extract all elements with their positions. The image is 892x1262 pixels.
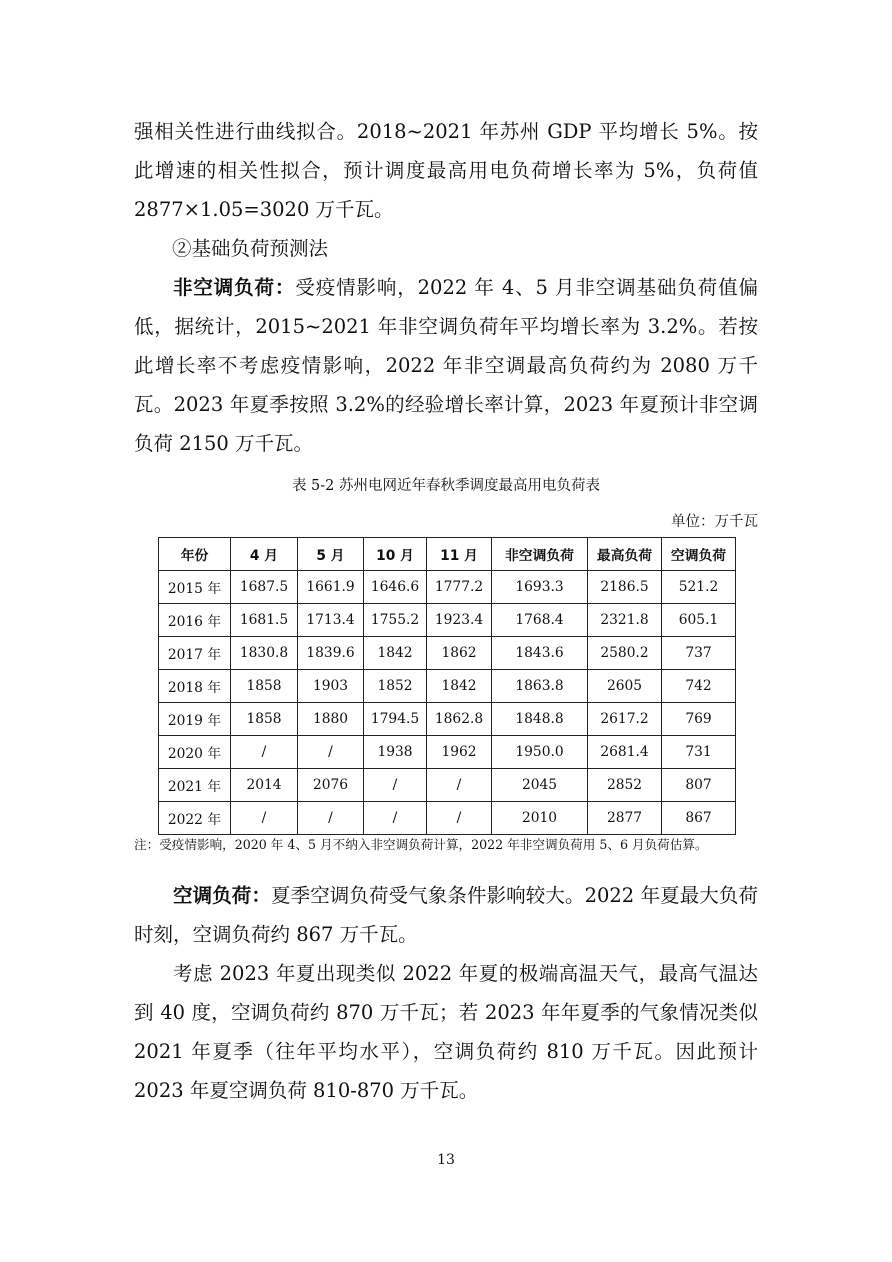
table-header-row [159, 538, 736, 571]
table-cell: 2186.5 [588, 571, 662, 604]
table-cell: / [231, 736, 298, 769]
table-cell: 605.1 [662, 604, 736, 637]
table-cell: / [231, 802, 298, 835]
paragraph-ac-forecast: 考虑 2023 年夏出现类似 2022 年夏的极端高温天气，最高气温达到 40 度，空调负荷约 870 万千瓦；若 2023 年年夏季的气象情况类似 2021 年夏季（往年平均水平），空调负荷约 810 万千瓦。因此预计 2023 年夏空调负荷 810-870 万千瓦。 [134, 962, 758, 1102]
table-cell: 1923.4 [427, 604, 492, 637]
table-cell: 1839.6 [298, 637, 364, 670]
table-header-cell: 空调负荷 [662, 538, 736, 571]
table-cell: 1830.8 [231, 637, 298, 670]
table-cell: 1661.9 [298, 571, 364, 604]
table-cell: 1852 [364, 670, 427, 703]
table-cell: 1794.5 [364, 703, 427, 736]
table-row [159, 637, 736, 670]
table-row [159, 703, 736, 736]
non-ac-load-body: 受疫情影响，2022 年 4、5 月非空调基础负荷值偏低，据统计，2015~2021 年非空调负荷年平均增长率为 3.2%。若按此增长率不考虑疫情影响，2022 年非空调最高负荷约为 2080 万千瓦。2023 年夏季按照 3.2%的经验增长率计算，2023 年夏预计非空调负荷 2150 万千瓦。 [134, 276, 758, 455]
table-cell: 1842 [427, 670, 492, 703]
table-cell: 2022 年 [159, 802, 231, 835]
table-cell: 1938 [364, 736, 427, 769]
table-cell: 2015 年 [159, 571, 231, 604]
table-cell: / [298, 736, 364, 769]
table-note: 注：受疫情影响，2020 年 4、5 月不纳入非空调负荷计算，2022 年非空调负荷用 5、6 月负荷估算。 [134, 837, 708, 852]
table-cell: 1777.2 [427, 571, 492, 604]
page-number: 13 [437, 1152, 455, 1168]
table-cell: 1858 [231, 670, 298, 703]
table-cell: 737 [662, 637, 736, 670]
table-cell: 2021 年 [159, 769, 231, 802]
table-cell: 731 [662, 736, 736, 769]
table-unit: 单位：万千瓦 [671, 514, 758, 530]
table-cell: 1880 [298, 703, 364, 736]
load-table [158, 537, 736, 835]
table-cell: 1862 [427, 637, 492, 670]
table-cell: 1713.4 [298, 604, 364, 637]
table-cell: 742 [662, 670, 736, 703]
paragraph-gdp-fit: 强相关性进行曲线拟合。2018~2021 年苏州 GDP 平均增长 5%。按此增速的相关性拟合，预计调度最高用电负荷增长率为 5%，负荷值 2877×1.05=3020 万千瓦。 [134, 120, 758, 221]
ac-load-lead: 空调负荷： [173, 884, 271, 907]
table-cell: 1843.6 [492, 637, 588, 670]
table-cell: 1848.8 [492, 703, 588, 736]
non-ac-load-lead: 非空调负荷： [173, 276, 296, 299]
table-cell: 2580.2 [588, 637, 662, 670]
table-cell: 2605 [588, 670, 662, 703]
table-cell: 1687.5 [231, 571, 298, 604]
table-cell: 2321.8 [588, 604, 662, 637]
table-cell: / [427, 769, 492, 802]
table-cell: 1862.8 [427, 703, 492, 736]
table-cell: 1842 [364, 637, 427, 670]
table-cell: / [298, 802, 364, 835]
table-cell: 2681.4 [588, 736, 662, 769]
table-cell: 521.2 [662, 571, 736, 604]
table-row [159, 571, 736, 604]
paragraph-ac-load [134, 876, 758, 954]
table-cell: 1858 [231, 703, 298, 736]
table-header-cell: 年份 [159, 538, 231, 571]
table-row [159, 802, 736, 835]
table-cell: 1863.8 [492, 670, 588, 703]
table-cell: 1681.5 [231, 604, 298, 637]
table-cell: 1768.4 [492, 604, 588, 637]
table-cell: 2852 [588, 769, 662, 802]
table-header-cell: 非空调负荷 [492, 538, 588, 571]
table-header-cell: 11 月 [427, 538, 492, 571]
table-cell: 2016 年 [159, 604, 231, 637]
table-header-cell: 10 月 [364, 538, 427, 571]
table-cell: 769 [662, 703, 736, 736]
table-cell: 1755.2 [364, 604, 427, 637]
ac-load-body: 夏季空调负荷受气象条件影响较大。2022 年夏最大负荷时刻，空调负荷约 867 万千瓦。 [134, 884, 758, 946]
table-header-cell: 5 月 [298, 538, 364, 571]
table-cell: 2018 年 [159, 670, 231, 703]
table-cell: 2014 [231, 769, 298, 802]
table-cell: 2045 [492, 769, 588, 802]
table-row [159, 736, 736, 769]
paragraph-non-ac-load [134, 268, 758, 463]
table-cell: 2019 年 [159, 703, 231, 736]
table-cell: / [364, 769, 427, 802]
table-cell: 807 [662, 769, 736, 802]
table-cell: 2010 [492, 802, 588, 835]
table-row [159, 670, 736, 703]
table-caption: 表 5-2 苏州电网近年春秋季调度最高用电负荷表 [291, 478, 601, 494]
table-row [159, 604, 736, 637]
table-cell: / [427, 802, 492, 835]
table-cell: 2076 [298, 769, 364, 802]
table-cell: 2017 年 [159, 637, 231, 670]
method-heading: ②基础负荷预测法 [172, 237, 329, 260]
table-cell: 2020 年 [159, 736, 231, 769]
table-cell: 1693.3 [492, 571, 588, 604]
table-row [159, 769, 736, 802]
table-cell: 1903 [298, 670, 364, 703]
table-cell: 1962 [427, 736, 492, 769]
table-header-cell: 4 月 [231, 538, 298, 571]
table-cell: / [364, 802, 427, 835]
table-cell: 867 [662, 802, 736, 835]
table-cell: 2617.2 [588, 703, 662, 736]
table-cell: 1646.6 [364, 571, 427, 604]
table-cell: 2877 [588, 802, 662, 835]
table-cell: 1950.0 [492, 736, 588, 769]
table-header-cell: 最高负荷 [588, 538, 662, 571]
